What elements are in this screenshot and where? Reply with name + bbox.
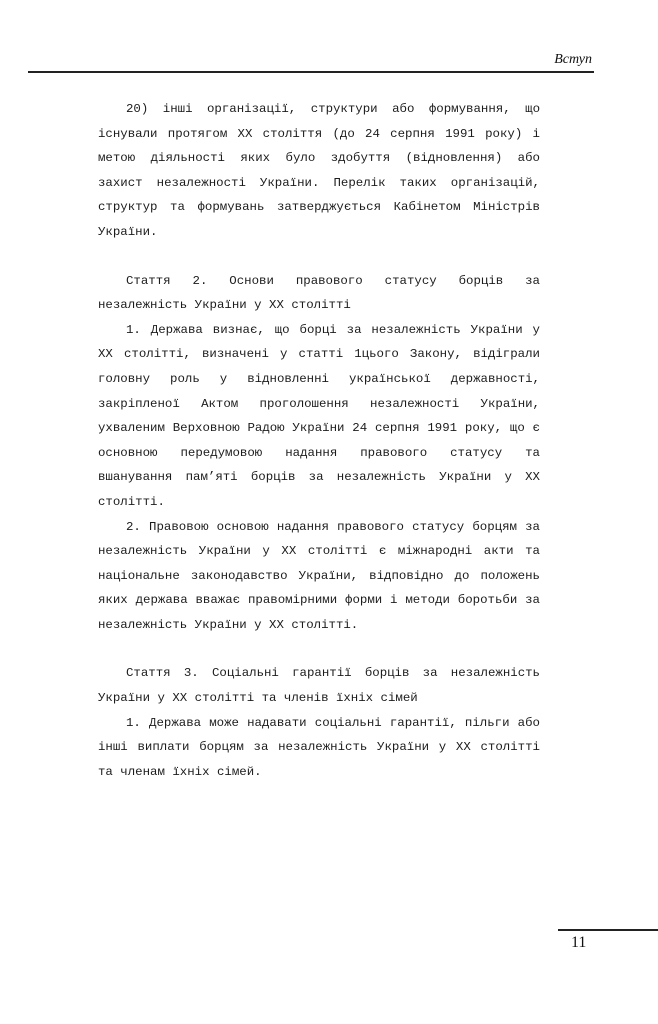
footer-rule <box>558 929 658 931</box>
article-2-heading: Стаття 2. Основи правового статусу борців за незалежність України у ХХ столітті <box>98 273 540 313</box>
article-2-clause-1: 1. Держава визнає, що борці за незалежність України у ХХ столітті, визначені у статті 1цього Закону, відіграли головну роль у відновленні української державності, закріпленої Актом проголошення незалежності України, ухваленим Верховною Радою України 24 серпня 1991 року, що є основною передумовою надання правового статусу та вшанування пам’яті борців за незалежність України у ХХ столітті. <box>98 322 540 509</box>
running-head: Вступ <box>554 52 592 67</box>
paragraph-list-item-20: 20) інші організації, структури або формування, що існували протягом ХХ століття (до 24 серпня 1991 року) і метою діяльності яких було здобуття (відновлення) або захист незалежності України. Перелік таких організацій, структур та формувань затверджується Кабінетом Міністрів України. <box>98 102 540 239</box>
document-body <box>98 97 540 784</box>
page-number: 11 <box>571 934 587 951</box>
article-3-heading: Стаття 3. Соціальні гарантії борців за незалежність України у ХХ столітті та членів їхніх сімей <box>98 666 540 706</box>
header-rule <box>28 71 594 73</box>
article-2-clause-2: 2. Правовою основою надання правового статусу борцям за незалежність України у ХХ столітті є міжнародні акти та національне законодавство України, відповідно до положень яких держава вважає правомірними форми і методи боротьби за незалежність України у ХХ столітті. <box>98 519 540 632</box>
article-3-clause-1: 1. Держава може надавати соціальні гарантії, пільги або інші виплати борцям за незалежність України у ХХ столітті та членам їхніх сімей. <box>98 715 540 779</box>
